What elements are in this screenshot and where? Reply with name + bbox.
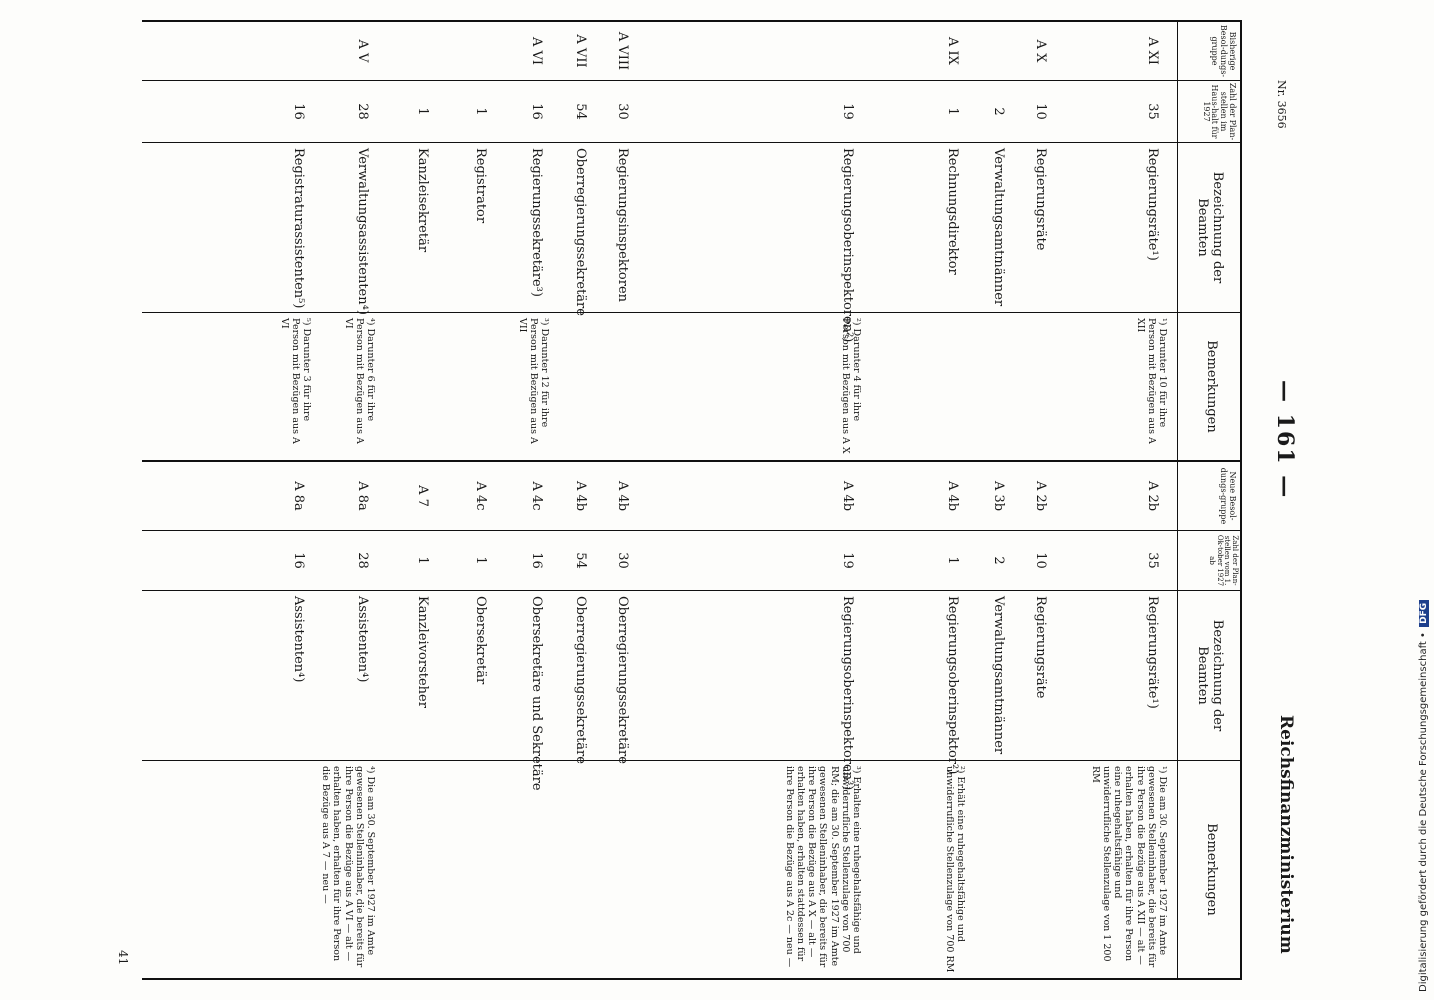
header-bottom-rule [1177, 20, 1178, 980]
left-note-0: ¹) Darunter 10 für ihre Person mit Bezügen aus A XII [1134, 318, 1168, 444]
right-count-8: 1 [473, 556, 488, 565]
left-name-10: Verwaltungsassistenten⁴) [355, 148, 370, 315]
left-name-1: Regierungsräte [1033, 148, 1048, 251]
left-count-0: 35 [1145, 103, 1160, 120]
left-group-3: A IX [945, 37, 960, 65]
right-name-9: Kanzleivorsteher [415, 596, 430, 708]
right-group-8: A 4c [473, 481, 488, 511]
right-name-0: Regierungsräte¹) [1145, 596, 1160, 709]
right-name-11: Assistenten⁴) [291, 596, 306, 683]
right-count-10: 28 [355, 552, 370, 569]
left-count-9: 1 [415, 107, 430, 116]
right-group-7: A 4c [529, 481, 544, 511]
right-group-3: A 4b [945, 480, 960, 512]
header-positions-oct: Zahl der Plan-stellen vom 1. Ok-tober 1927 ab [1207, 534, 1239, 587]
page-title: — 161 — [1272, 380, 1298, 500]
left-name-8: Registrator [473, 148, 488, 224]
left-name-9: Kanzleisekretär [415, 148, 430, 253]
right-name-8: Obersekretär [473, 596, 488, 685]
right-group-2: A 3b [991, 480, 1006, 512]
right-count-6: 54 [573, 552, 588, 569]
table-top-rule [1240, 20, 1242, 980]
left-name-0: Regierungsräte¹) [1145, 148, 1160, 261]
dfg-logo: DFG [1419, 600, 1429, 627]
right-note-4: ³) Erhalten eine ruhegehaltsfähige und unwiderrufliche Stellenzulage von 700 RM; die am 30. September 1927 im Amte gewesenen Stelleninhaber, die bereits für ihre Person die Bezüge aus A X — alt — erhalten haben, erhalten stattdessen für ihre Person die Bezüge aus A 2c — neu — [783, 766, 862, 968]
page-header [1250, 20, 1310, 980]
right-name-10: Assistenten⁴) [355, 596, 370, 683]
right-note-3: ²) Erhält eine ruhegehaltsfähige und unwiderrufliche Stellenzulage von 700 RM [943, 766, 966, 973]
left-note-10: ⁴) Darunter 6 für ihre Person mit Bezügen aus A VI [342, 318, 376, 444]
right-count-9: 1 [415, 556, 430, 565]
right-col-rule-2 [142, 590, 1242, 591]
right-name-5: Oberregierungssekretäre [615, 596, 630, 764]
header-positions-1927: Zahl der Plan-stellen im Haus-halt für 1927 [1201, 82, 1237, 141]
right-group-4: A 4b [840, 480, 855, 512]
right-group-9: A 7 [415, 485, 430, 507]
right-name-6: Oberregierungssekretäre [573, 596, 588, 764]
left-count-3: 1 [945, 107, 960, 116]
page-number: 41 [116, 950, 130, 966]
right-count-2: 2 [991, 556, 1006, 565]
left-count-5: 30 [615, 103, 630, 120]
table-right-rule [142, 978, 1242, 980]
right-name-4: Regierungsoberinspektoren³) [840, 596, 855, 791]
left-count-2: 2 [991, 107, 1006, 116]
table-mid-rule [142, 460, 1242, 462]
left-count-1: 10 [1033, 103, 1048, 120]
right-name-2: Verwaltungsamtmänner [991, 596, 1006, 755]
left-count-6: 54 [573, 103, 588, 120]
right-group-5: A 4b [615, 480, 630, 512]
document-number: Nr. 3656 [1275, 80, 1288, 129]
left-col-rule-2 [142, 142, 1242, 143]
header-designation-right: Bezeichnung der Beamten [1195, 619, 1225, 732]
left-col-rule-1 [142, 80, 1242, 81]
left-count-4: 19 [840, 103, 855, 120]
left-count-8: 1 [473, 107, 488, 116]
left-group-5: A VIII [615, 31, 630, 71]
left-count-7: 16 [529, 103, 544, 120]
right-count-11: 16 [291, 552, 306, 569]
header-remarks-left: Bemerkungen [1204, 340, 1219, 433]
left-group-10: A V [355, 39, 370, 63]
dfg-credit-text: Digitalisierung gefördert durch die Deutsche Forschungsgemeinschaft • [1418, 632, 1429, 992]
right-group-6: A 4b [573, 480, 588, 512]
dfg-credit [1418, 2, 1432, 992]
left-col-rule-3 [142, 312, 1242, 313]
left-count-10: 28 [355, 103, 370, 120]
right-group-1: A 2b [1033, 480, 1048, 512]
left-name-5: Regierungsinspektoren [615, 148, 630, 303]
left-note-11: ⁵) Darunter 3 für ihre Person mit Bezügen aus A VI [278, 318, 312, 444]
left-name-2: Verwaltungsamtmänner [991, 148, 1006, 307]
right-col-rule-3 [142, 760, 1242, 761]
ministry-title: Reichsfinanzministerium [1276, 715, 1296, 954]
header-new-group: Neue Besol-dungs-gruppe [1219, 467, 1237, 525]
header-designation-left: Bezeichnung der Beamten [1195, 171, 1225, 284]
right-group-10: A 8a [355, 481, 370, 511]
right-name-1: Regierungsräte [1033, 596, 1048, 699]
left-name-11: Registraturassistenten⁵) [291, 148, 306, 309]
left-group-7: A VI [529, 36, 544, 66]
right-col-rule-1 [142, 530, 1242, 531]
right-group-11: A 8a [291, 481, 306, 511]
right-name-3: Regierungsoberinspektor²) [945, 596, 960, 775]
header-old-group: Bisherige Besol-dungs-gruppe [1210, 24, 1237, 78]
right-count-4: 19 [840, 552, 855, 569]
right-count-5: 30 [615, 552, 630, 569]
right-group-0: A 2b [1145, 480, 1160, 512]
right-note-0: ¹) Die am 30. September 1927 im Amte gewesenen Stelleninhaber, die bereits für ihre Person die Bezüge aus A XII — alt — erhalten haben, erhalten für ihre Person eine ruhegehaltsfähige und unwiderrufliche Stellenzulage von 1 200 RM [1089, 766, 1168, 968]
left-count-11: 16 [291, 103, 306, 120]
right-count-3: 1 [945, 556, 960, 565]
left-name-4: Regierungsoberinspektoren²) [840, 148, 855, 343]
left-group-0: A XI [1145, 37, 1160, 65]
left-group-1: A X [1033, 39, 1048, 63]
right-note-10: ⁴) Die am 30. September 1927 im Amte gewesenen Stelleninhaber, die bereits für ihre Person die Bezüge aus A VI — alt — erhalten haben, erhalten für ihre Person die Bezüge aus A 7 — neu — [320, 766, 376, 968]
table-left-rule [142, 20, 1242, 22]
right-count-1: 10 [1033, 552, 1048, 569]
left-group-6: A VII [573, 34, 588, 68]
header-remarks-right: Bemerkungen [1204, 823, 1219, 916]
right-name-7: Obersekretäre und Sekretäre [529, 596, 544, 791]
left-note-4: ²) Darunter 4 für ihre Person mit Bezügen aus A X [839, 318, 862, 454]
rotated-page [60, 20, 1310, 980]
left-name-7: Regierungssekretäre³) [529, 148, 544, 297]
right-count-7: 16 [529, 552, 544, 569]
left-note-7: ³) Darunter 12 für ihre Person mit Bezügen aus A VII [516, 318, 550, 444]
left-name-3: Rechnungsdirektor [945, 148, 960, 275]
left-name-6: Oberregierungssekretäre [573, 148, 588, 316]
right-count-0: 35 [1145, 552, 1160, 569]
